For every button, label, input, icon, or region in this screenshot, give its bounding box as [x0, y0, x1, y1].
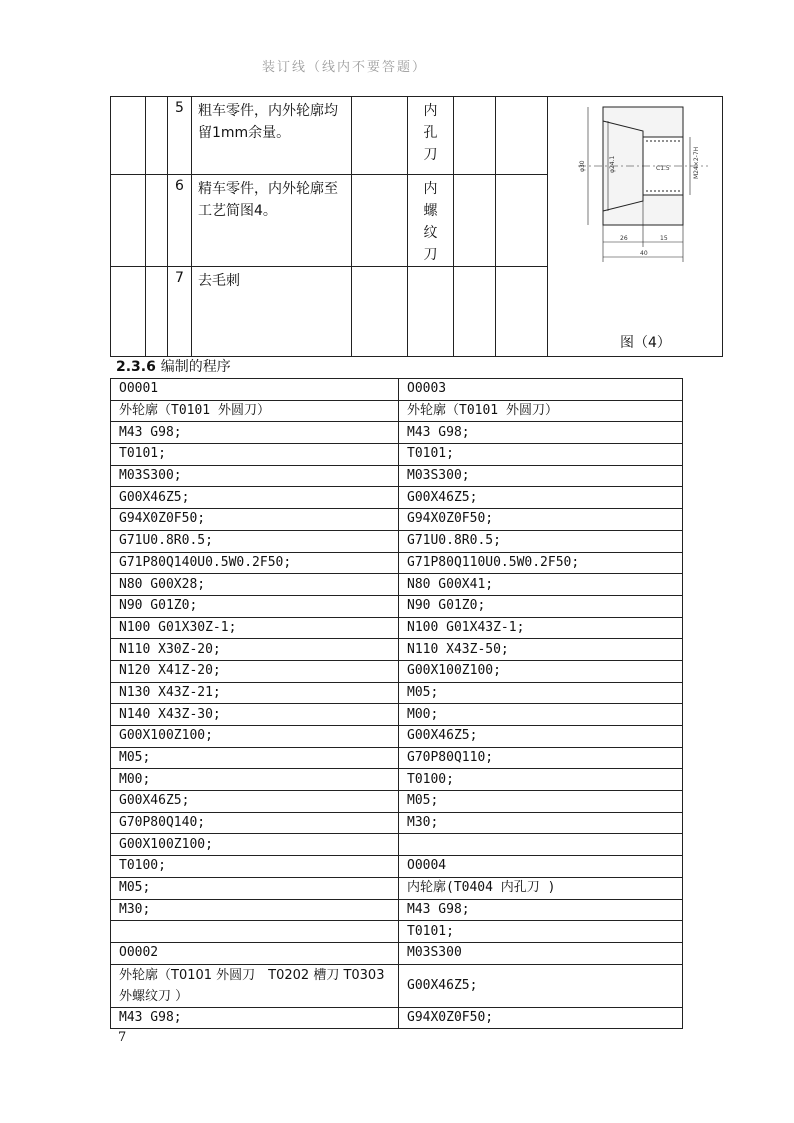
program-cell-right: G94X0Z0F50;: [399, 509, 683, 531]
program-cell-left: G94X0Z0F50;: [111, 509, 399, 531]
program-table: [110, 378, 683, 1029]
program-cell-left: G00X46Z5;: [111, 487, 399, 509]
program-cell-right: G00X46Z5;: [399, 726, 683, 748]
program-row: [111, 1007, 683, 1029]
process-row: [111, 97, 723, 175]
program-cell-left: N130 X43Z-21;: [111, 682, 399, 704]
program-cell-left: M43 G98;: [111, 1007, 399, 1029]
program-row: [111, 660, 683, 682]
program-row: [111, 942, 683, 964]
program-cell-right: G70P80Q110;: [399, 747, 683, 769]
program-cell-right: M03S300;: [399, 465, 683, 487]
dim-thread: M24×2-7H: [693, 146, 700, 179]
part-drawing: [548, 97, 723, 347]
program-cell-left: 外轮廓（T0101 外圆刀 T0202 槽刀 T0303 外螺纹刀 ）: [111, 964, 399, 1007]
program-cell-left: G71U0.8R0.5;: [111, 530, 399, 552]
program-row: [111, 704, 683, 726]
step-content: 粗车零件，内外轮廓均留1mm余量。: [192, 97, 352, 175]
program-cell-right: 内轮廓(T0404 内孔刀 ): [399, 877, 683, 899]
program-cell-left: M00;: [111, 769, 399, 791]
dim-length-a: 26: [620, 235, 628, 242]
program-cell-right: T0100;: [399, 769, 683, 791]
dim-length-b: 15: [660, 235, 668, 242]
program-cell-right: G00X46Z5;: [399, 964, 683, 1007]
section-heading: [116, 356, 231, 376]
step-tool: 内 孔 刀: [408, 97, 454, 175]
step-number: 7: [168, 267, 192, 357]
program-cell-right: 外轮廓（T0101 外圆刀）: [399, 400, 683, 422]
step-tool: [408, 267, 454, 357]
step-content: 精车零件，内外轮廓至工艺简图4。: [192, 175, 352, 267]
program-cell-left: M05;: [111, 747, 399, 769]
program-row: [111, 400, 683, 422]
program-row: [111, 487, 683, 509]
program-cell-right: M43 G98;: [399, 422, 683, 444]
program-row: [111, 530, 683, 552]
program-cell-right: M00;: [399, 704, 683, 726]
program-cell-left: N110 X30Z-20;: [111, 639, 399, 661]
program-cell-right: M43 G98;: [399, 899, 683, 921]
program-row: [111, 682, 683, 704]
program-cell-right: M30;: [399, 812, 683, 834]
dim-total-length: 40: [640, 250, 648, 257]
program-row: [111, 921, 683, 943]
program-cell-left: G00X46Z5;: [111, 791, 399, 813]
program-row: [111, 595, 683, 617]
program-row: [111, 856, 683, 878]
program-cell-left: N90 G01Z0;: [111, 595, 399, 617]
program-cell-left: [111, 921, 399, 943]
page-number: 7: [118, 1030, 127, 1045]
program-cell-right: [399, 834, 683, 856]
process-figure: [548, 97, 723, 357]
program-row: [111, 552, 683, 574]
program-cell-right: G71U0.8R0.5;: [399, 530, 683, 552]
program-cell-left: G00X100Z100;: [111, 726, 399, 748]
program-row: [111, 964, 683, 1007]
program-cell-right: T0101;: [399, 921, 683, 943]
program-cell-left: 外轮廓（T0101 外圆刀）: [111, 400, 399, 422]
program-cell-right: M05;: [399, 791, 683, 813]
step-tool: 内 螺 纹 刀: [408, 175, 454, 267]
program-cell-right: N80 G00X41;: [399, 574, 683, 596]
section-title: 编制的程序: [160, 359, 231, 375]
program-row: [111, 726, 683, 748]
process-table: [110, 96, 723, 357]
step-number: 5: [168, 97, 192, 175]
program-cell-left: G71P80Q140U0.5W0.2F50;: [111, 552, 399, 574]
program-cell-left: N80 G00X28;: [111, 574, 399, 596]
program-row: [111, 574, 683, 596]
program-row: [111, 769, 683, 791]
program-cell-left: M43 G98;: [111, 422, 399, 444]
program-cell-right: T0101;: [399, 444, 683, 466]
program-cell-left: N140 X43Z-30;: [111, 704, 399, 726]
program-cell-left: M03S300;: [111, 465, 399, 487]
program-cell-right: G71P80Q110U0.5W0.2F50;: [399, 552, 683, 574]
program-cell-left: O0002: [111, 942, 399, 964]
step-content: 去毛刺: [192, 267, 352, 357]
program-cell-left: M30;: [111, 899, 399, 921]
dim-chamfer: C1.5: [656, 165, 670, 172]
program-row: [111, 791, 683, 813]
program-cell-left: N100 G01X30Z-1;: [111, 617, 399, 639]
section-number: 2.3.6: [116, 359, 156, 375]
program-row: [111, 444, 683, 466]
program-row: [111, 422, 683, 444]
program-cell-right: M03S300: [399, 942, 683, 964]
page-header: 装订线（线内不要答题）: [262, 60, 428, 75]
program-cell-right: N90 G01Z0;: [399, 595, 683, 617]
program-cell-left: G70P80Q140;: [111, 812, 399, 834]
program-cell-left: T0101;: [111, 444, 399, 466]
program-cell-right: N100 G01X43Z-1;: [399, 617, 683, 639]
program-cell-left: O0001: [111, 379, 399, 401]
program-row: [111, 899, 683, 921]
program-cell-left: N120 X41Z-20;: [111, 660, 399, 682]
program-cell-left: M05;: [111, 877, 399, 899]
figure-caption: 图（4）: [620, 335, 671, 351]
program-row: [111, 877, 683, 899]
program-cell-left: T0100;: [111, 856, 399, 878]
program-row: [111, 509, 683, 531]
program-row: [111, 465, 683, 487]
program-row: [111, 812, 683, 834]
dim-outer-diameter: φ30: [579, 160, 586, 172]
dim-bore-diameter: φ24.1: [609, 155, 616, 173]
program-cell-right: M05;: [399, 682, 683, 704]
program-cell-right: N110 X43Z-50;: [399, 639, 683, 661]
program-row: [111, 617, 683, 639]
step-number: 6: [168, 175, 192, 267]
program-row: [111, 639, 683, 661]
program-cell-right: O0003: [399, 379, 683, 401]
program-cell-right: G94X0Z0F50;: [399, 1007, 683, 1029]
program-row: [111, 834, 683, 856]
program-row: [111, 379, 683, 401]
program-cell-right: G00X100Z100;: [399, 660, 683, 682]
program-cell-right: O0004: [399, 856, 683, 878]
program-cell-right: G00X46Z5;: [399, 487, 683, 509]
program-cell-left: G00X100Z100;: [111, 834, 399, 856]
program-row: [111, 747, 683, 769]
